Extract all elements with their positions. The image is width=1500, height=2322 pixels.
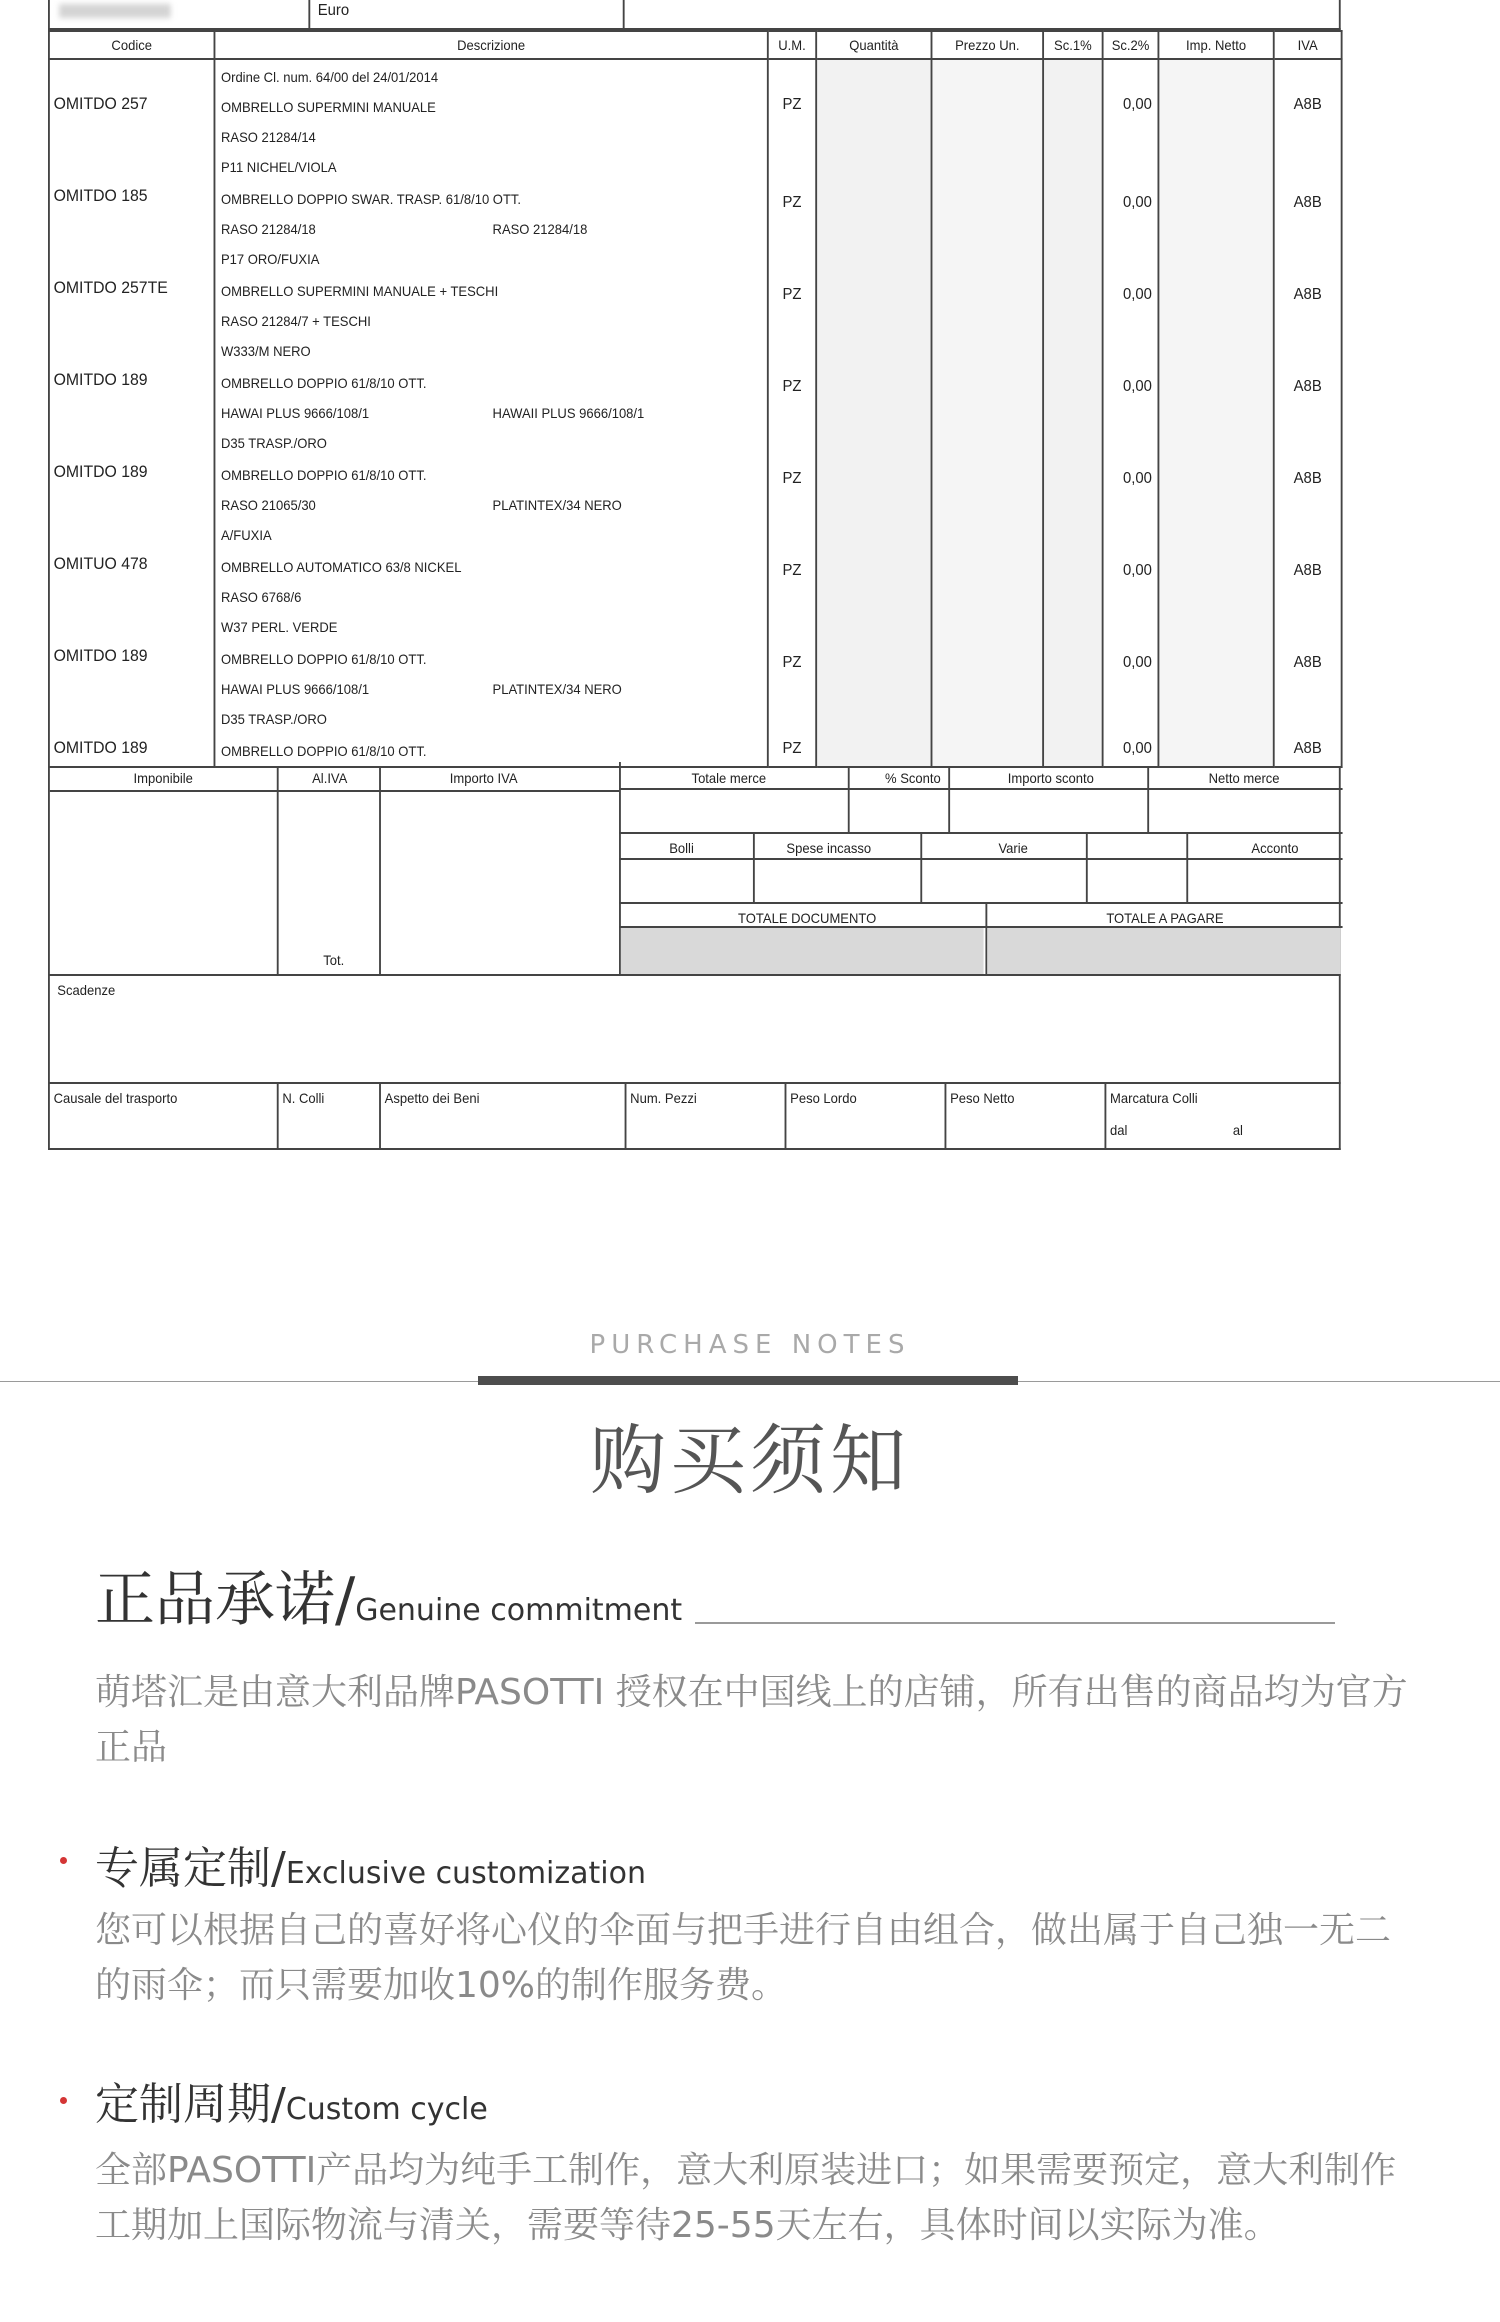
discount1-cell <box>1043 550 1103 642</box>
item-code: OMITDO 189 <box>53 646 148 665</box>
transport-label: Peso Netto <box>950 1090 1015 1106</box>
totals-label: Imponibile <box>133 770 193 786</box>
discount2-cell <box>1103 550 1159 642</box>
code-cell <box>49 59 215 182</box>
description-line <box>221 736 767 766</box>
um-cell <box>768 59 816 182</box>
quantity-cell <box>816 550 931 642</box>
unit: PZ <box>782 740 802 757</box>
heading-zh: 专属定制/ <box>95 1843 286 1894</box>
description-text: RASO 6768/6 <box>220 589 302 605</box>
quantity-cell <box>816 182 931 274</box>
totals-label: TOTALE A PAGARE <box>1106 910 1224 926</box>
iva-cell <box>1274 550 1342 642</box>
description-line <box>221 244 767 274</box>
discount1-cell <box>1043 458 1103 550</box>
table-row <box>49 366 1342 458</box>
discount-value: 0,00 <box>1122 286 1152 303</box>
transport-label: Marcatura Colli <box>1110 1090 1198 1106</box>
discount2-cell <box>1103 458 1159 550</box>
currency-label: Euro <box>317 2 350 19</box>
net-amount-cell <box>1158 274 1273 366</box>
invoice-totals <box>48 766 1341 976</box>
description-cell <box>214 550 767 642</box>
totale-pagare-field <box>987 928 1340 974</box>
description-line <box>221 398 767 428</box>
col-header: Descrizione <box>214 31 767 59</box>
exclusive-customization-heading <box>95 1832 646 1896</box>
discount-value: 0,00 <box>1122 96 1152 113</box>
transport-label: Causale del trasporto <box>53 1090 178 1106</box>
description-cell <box>214 734 767 767</box>
purchase-notes-title: 购买须知 <box>590 1416 910 1505</box>
heading-zh: 定制周期/ <box>95 2079 286 2130</box>
iva-cell <box>1274 366 1342 458</box>
description-text: OMBRELLO DOPPIO 61/8/10 OTT. <box>220 651 427 667</box>
description-text: W37 PERL. VERDE <box>220 619 338 635</box>
totals-label: Importo sconto <box>1007 770 1094 786</box>
col-header: Sc.1% <box>1043 31 1103 59</box>
table-row <box>49 642 1342 734</box>
totals-label: Acconto <box>1251 840 1299 856</box>
invoice-top-box <box>48 0 1341 30</box>
discount-value: 0,00 <box>1122 194 1152 211</box>
transport-box <box>48 1084 1341 1150</box>
description-cell <box>214 182 767 274</box>
code-cell <box>49 366 215 458</box>
description-text: RASO 21284/14 <box>220 129 316 145</box>
discount2-cell <box>1103 642 1159 734</box>
genuine-commitment-heading <box>95 1552 682 1638</box>
item-code: OMITDO 189 <box>53 738 148 757</box>
net-amount-cell <box>1158 734 1273 767</box>
discount-value: 0,00 <box>1122 654 1152 671</box>
col-header: Prezzo Un. <box>932 31 1044 59</box>
discount1-cell <box>1043 182 1103 274</box>
section-divider-accent <box>478 1376 1018 1385</box>
description-text: OMBRELLO SUPERMINI MANUALE + TESCHI <box>220 283 499 299</box>
iva-cell <box>1274 274 1342 366</box>
col-header: Sc.2% <box>1103 31 1159 59</box>
discount-value: 0,00 <box>1122 378 1152 395</box>
um-cell <box>768 734 816 767</box>
description-line <box>221 152 767 182</box>
price-cell <box>932 182 1044 274</box>
description-line <box>221 184 767 214</box>
description-cell <box>214 274 767 366</box>
totale-documento-field <box>621 928 984 974</box>
scadenze-box <box>48 976 1341 1084</box>
unit: PZ <box>782 378 802 395</box>
invoice-scan <box>48 0 1341 1165</box>
col-header: Codice <box>49 31 215 59</box>
iva-code: A8B <box>1293 740 1322 757</box>
description-cell <box>214 458 767 550</box>
totals-label: Importo IVA <box>449 770 518 786</box>
net-amount-cell <box>1158 59 1273 182</box>
code-cell <box>49 274 215 366</box>
description-text: OMBRELLO SUPERMINI MANUALE <box>220 99 436 115</box>
bullet-icon <box>60 2097 67 2104</box>
custom-cycle-heading <box>95 2068 488 2132</box>
purchase-notes-eyebrow: PURCHASE NOTES <box>589 1330 911 1360</box>
description-line <box>221 520 767 550</box>
discount-value: 0,00 <box>1122 470 1152 487</box>
description-line <box>221 276 767 306</box>
discount-value: 0,00 <box>1122 740 1152 757</box>
description-text: OMBRELLO AUTOMATICO 63/8 NICKEL <box>220 559 462 575</box>
description-line <box>221 122 767 152</box>
quantity-cell <box>816 734 931 767</box>
description-text: RASO 21284/7 + TESCHI <box>220 313 371 329</box>
net-amount-cell <box>1158 458 1273 550</box>
net-amount-cell <box>1158 550 1273 642</box>
description-text: OMBRELLO DOPPIO 61/8/10 OTT. <box>220 375 427 391</box>
exclusive-customization-text: 您可以根据自己的喜好将心仪的伞面与把手进行自由组合，做出属于自己独一无二的雨伞；而只需要加收10%的制作服务费。 <box>95 1910 1392 2006</box>
item-code: OMITDO 185 <box>53 186 148 205</box>
unit: PZ <box>782 654 802 671</box>
um-cell <box>768 274 816 366</box>
totals-label: % Sconto <box>885 770 941 786</box>
um-cell <box>768 182 816 274</box>
col-header: IVA <box>1274 31 1342 59</box>
quantity-cell <box>816 642 931 734</box>
iva-code: A8B <box>1293 562 1322 579</box>
description-line <box>221 644 767 674</box>
item-code: OMITDO 257TE <box>53 278 168 297</box>
description-text: P11 NICHEL/VIOLA <box>220 159 337 175</box>
col-header: Imp. Netto <box>1158 31 1273 59</box>
iva-cell <box>1274 182 1342 274</box>
code-cell <box>49 734 215 767</box>
item-code: OMITDO 189 <box>53 462 148 481</box>
col-header: Quantità <box>816 31 931 59</box>
price-cell <box>932 458 1044 550</box>
table-row <box>49 274 1342 366</box>
heading-rule <box>695 1622 1335 1624</box>
description-line <box>221 582 767 612</box>
item-code: OMITDO 257 <box>53 94 148 113</box>
item-code: OMITDO 189 <box>53 370 148 389</box>
discount1-cell <box>1043 59 1103 182</box>
order-reference: Ordine Cl. num. 64/00 del 24/01/2014 <box>220 69 439 85</box>
quantity-cell <box>816 274 931 366</box>
description-cell <box>214 59 767 182</box>
bullet-icon <box>60 1857 67 1864</box>
transport-label: N. Colli <box>282 1090 325 1106</box>
price-cell <box>932 366 1044 458</box>
heading-en: Genuine commitment <box>355 1593 683 1628</box>
iva-code: A8B <box>1293 96 1322 113</box>
heading-zh: 正品承诺/ <box>95 1565 356 1635</box>
description-cell <box>214 642 767 734</box>
um-cell <box>768 550 816 642</box>
custom-cycle-text: 全部PASOTTI产品均为纯手工制作，意大利原装进口；如果需要预定，意大利制作工期加上国际物流与清关，需要等待25-55天左右，具体时间以实际为准。 <box>95 2150 1397 2246</box>
transport-label: dal <box>1110 1122 1128 1138</box>
description-line <box>221 428 767 458</box>
code-cell <box>49 642 215 734</box>
unit: PZ <box>782 562 802 579</box>
price-cell <box>932 550 1044 642</box>
description-line <box>221 214 767 244</box>
transport-label: Num. Pezzi <box>630 1090 697 1106</box>
price-cell <box>932 734 1044 767</box>
description-line <box>221 674 767 704</box>
totals-label: Netto merce <box>1208 770 1280 786</box>
quantity-cell <box>816 59 931 182</box>
unit: PZ <box>782 96 802 113</box>
price-cell <box>932 274 1044 366</box>
iva-cell <box>1274 734 1342 767</box>
invoice-header-row <box>49 31 1342 59</box>
transport-label: Peso Lordo <box>790 1090 857 1106</box>
quantity-cell <box>816 458 931 550</box>
iva-cell <box>1274 59 1342 182</box>
item-code: OMITUO 478 <box>53 554 148 573</box>
description-text: A/FUXIA <box>220 527 272 543</box>
um-cell <box>768 458 816 550</box>
discount1-cell <box>1043 734 1103 767</box>
table-row <box>49 550 1342 642</box>
net-amount-cell <box>1158 366 1273 458</box>
description-text: D35 TRASP./ORO <box>220 711 327 727</box>
invoice-items-table <box>48 30 1343 768</box>
description-text: OMBRELLO DOPPIO 61/8/10 OTT. <box>220 467 427 483</box>
unit: PZ <box>782 470 802 487</box>
iva-code: A8B <box>1293 286 1322 303</box>
discount2-cell <box>1103 734 1159 767</box>
discount1-cell <box>1043 274 1103 366</box>
description-line <box>221 92 767 122</box>
description-extra: PLATINTEX/34 NERO <box>492 497 622 513</box>
description-text: RASO 21065/30 <box>220 497 316 513</box>
code-cell <box>49 458 215 550</box>
description-text: OMBRELLO DOPPIO SWAR. TRASP. 61/8/10 OTT. <box>220 191 522 207</box>
iva-code: A8B <box>1293 378 1322 395</box>
unit: PZ <box>782 194 802 211</box>
code-cell <box>49 550 215 642</box>
description-text: RASO 21284/18 <box>220 221 316 237</box>
description-text: HAWAI PLUS 9666/108/1 <box>220 405 370 421</box>
totals-label: Tot. <box>323 952 345 968</box>
description-extra: HAWAII PLUS 9666/108/1 <box>492 405 645 421</box>
iva-code: A8B <box>1293 194 1322 211</box>
redacted-text <box>59 4 171 18</box>
description-cell <box>214 366 767 458</box>
um-cell <box>768 642 816 734</box>
discount1-cell <box>1043 642 1103 734</box>
description-text: P17 ORO/FUXIA <box>220 251 320 267</box>
description-text: D35 TRASP./ORO <box>220 435 327 451</box>
description-line <box>221 336 767 366</box>
totals-label: Bolli <box>669 840 694 856</box>
discount2-cell <box>1103 59 1159 182</box>
discount1-cell <box>1043 366 1103 458</box>
description-line <box>221 306 767 336</box>
transport-label: Aspetto dei Beni <box>384 1090 480 1106</box>
totals-label: Al.IVA <box>312 770 348 786</box>
table-row <box>49 182 1342 274</box>
iva-code: A8B <box>1293 654 1322 671</box>
unit: PZ <box>782 286 802 303</box>
transport-label: al <box>1232 1122 1243 1138</box>
iva-cell <box>1274 458 1342 550</box>
totals-label: Varie <box>998 840 1028 856</box>
totals-label: Spese incasso <box>786 840 872 856</box>
iva-cell <box>1274 642 1342 734</box>
totals-label: Totale merce <box>691 770 767 786</box>
totals-label: TOTALE DOCUMENTO <box>738 910 877 926</box>
description-line <box>221 368 767 398</box>
description-line <box>221 704 767 734</box>
heading-en: Exclusive customization <box>285 1856 646 1891</box>
description-line <box>221 552 767 582</box>
description-extra: RASO 21284/18 <box>492 221 588 237</box>
discount-value: 0,00 <box>1122 562 1152 579</box>
heading-en: Custom cycle <box>285 2092 488 2127</box>
discount2-cell <box>1103 274 1159 366</box>
net-amount-cell <box>1158 642 1273 734</box>
description-line <box>221 612 767 642</box>
price-cell <box>932 59 1044 182</box>
table-row <box>49 458 1342 550</box>
net-amount-cell <box>1158 182 1273 274</box>
um-cell <box>768 366 816 458</box>
iva-code: A8B <box>1293 470 1322 487</box>
quantity-cell <box>816 366 931 458</box>
discount2-cell <box>1103 182 1159 274</box>
col-header: U.M. <box>768 31 816 59</box>
table-row <box>49 734 1342 767</box>
scadenze-label: Scadenze <box>57 982 116 998</box>
description-text: W333/M NERO <box>220 343 311 359</box>
description-line <box>221 460 767 490</box>
price-cell <box>932 642 1044 734</box>
description-text: OMBRELLO DOPPIO 61/8/10 OTT. <box>220 743 427 759</box>
genuine-commitment-text: 萌塔汇是由意大利品牌PASOTTI 授权在中国线上的店铺，所有出售的商品均为官方正品 <box>95 1672 1408 1768</box>
description-line <box>221 490 767 520</box>
table-row <box>49 59 1342 182</box>
description-extra: PLATINTEX/34 NERO <box>492 681 622 697</box>
description-text: HAWAI PLUS 9666/108/1 <box>220 681 370 697</box>
code-cell <box>49 182 215 274</box>
discount2-cell <box>1103 366 1159 458</box>
